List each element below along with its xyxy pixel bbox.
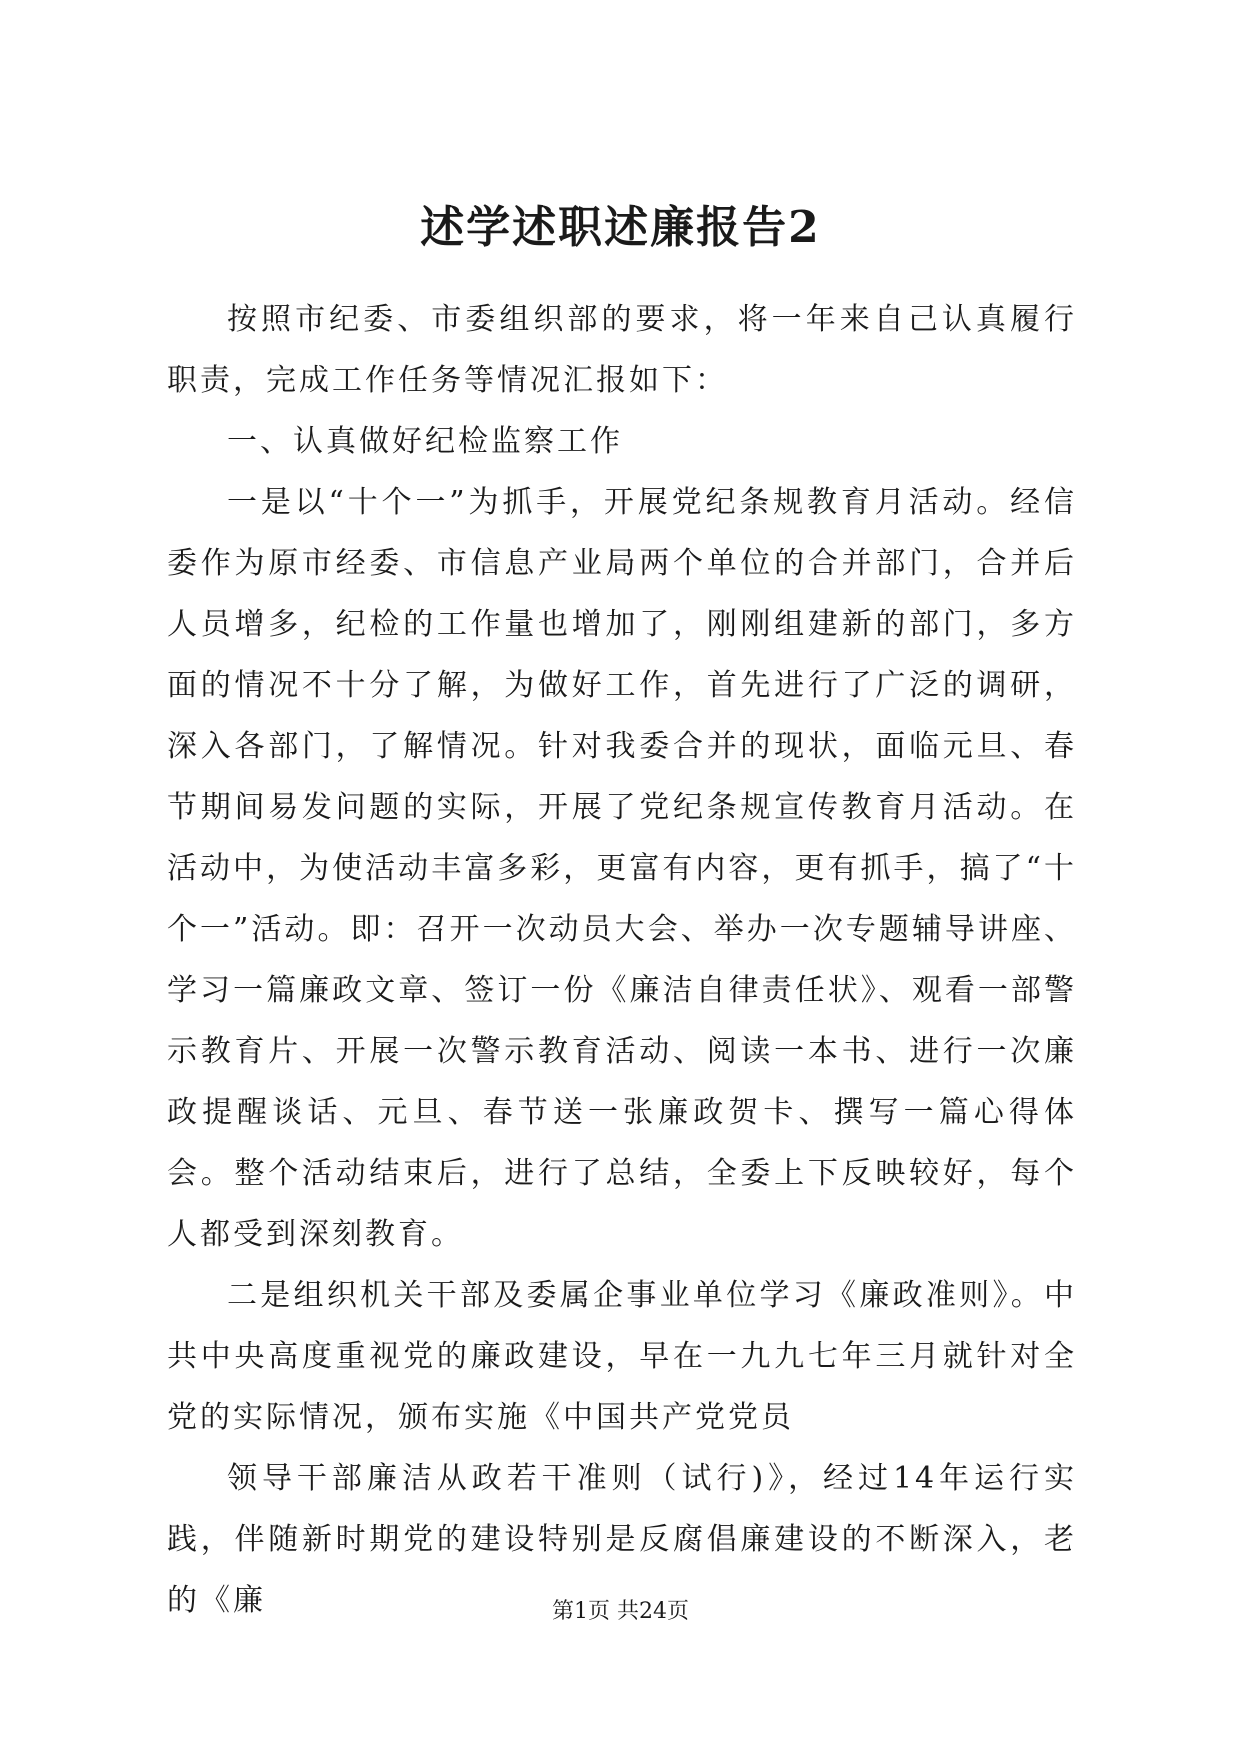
paragraph-item-one: 一是以“十个一”为抓手，开展党纪条规教育月活动。经信委作为原市经委、市信息产业局两个单位的合并部门，合并后人员增多，纪检的工作量也增加了，刚刚组建新的部门，多方面的情况不十分了解，为做好工作，首先进行了广泛的调研，深入各部门，了解情况。针对我委合并的现状，面临元旦、春节期间易发问题的实际，开展了党纪条规宣传教育月活动。在活动中，为使活动丰富多彩，更富有内容，更有抓手，搞了“十个一”活动。即：召开一次动员大会、举办一次专题辅导讲座、学习一篇廉政文章、签订一份《廉洁自律责任状》、观看一部警示教育片、开展一次警示教育活动、阅读一本书、进行一次廉政提醒谈话、元旦、春节送一张廉政贺卡、撰写一篇心得体会。整个活动结束后，进行了总结，全委上下反映较好，每个人都受到深刻教育。 — [167, 485, 1077, 1252]
paragraph-continuation: 领导干部廉洁从政若干准则（试行)》，经过14年运行实践，伴随新时期党的建设特别是反腐倡廉建设的不断深入，老的《廉 — [167, 1461, 1077, 1618]
section-heading: 一、认真做好纪检监察工作 — [227, 424, 623, 459]
page-number-footer: 第1页 共24页 — [552, 1599, 689, 1624]
document-body — [167, 289, 1077, 1631]
paragraph-intro: 按照市纪委、市委组织部的要求，将一年来自己认真履行职责，完成工作任务等情况汇报如下： — [167, 302, 1077, 398]
paragraph-item-two: 二是组织机关干部及委属企事业单位学习《廉政准则》。中共中央高度重视党的廉政建设，早在一九九七年三月就针对全党的实际情况，颁布实施《中国共产党党员 — [167, 1278, 1077, 1435]
document-title: 述学述职述廉报告2 — [420, 202, 821, 253]
